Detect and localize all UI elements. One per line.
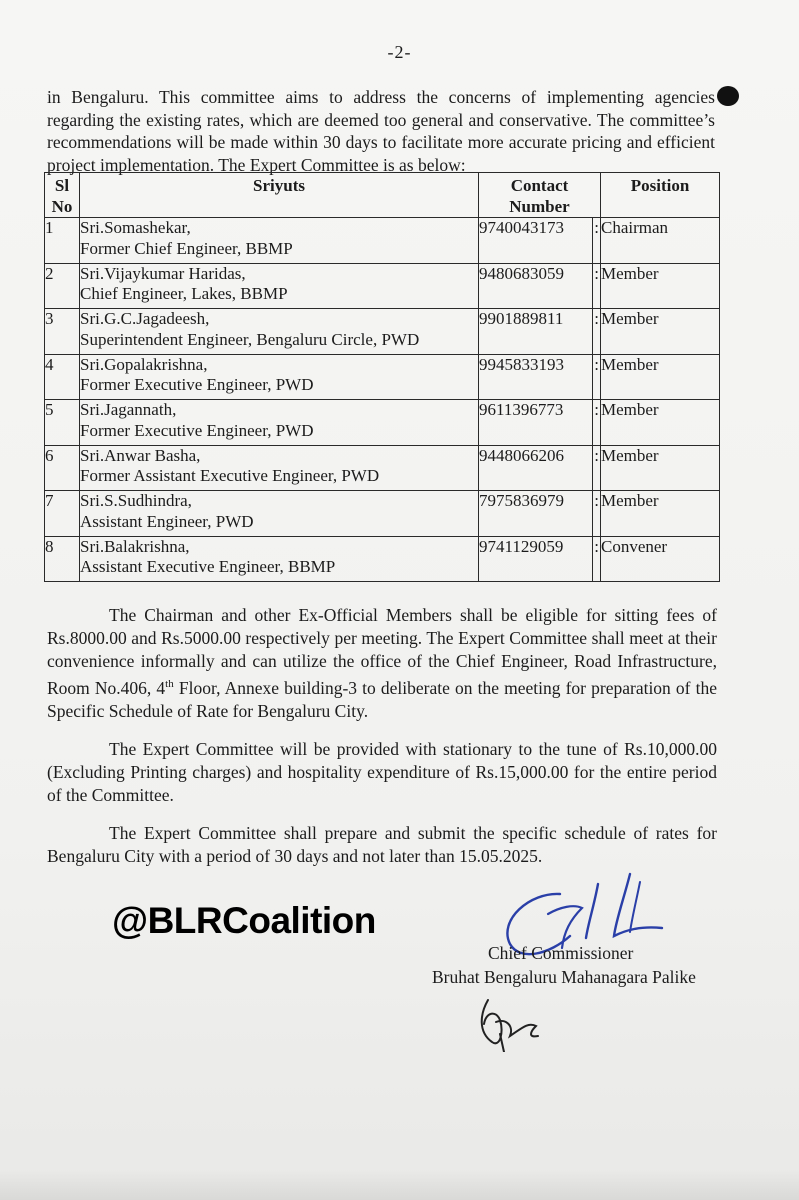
row-sl: 7 [45,491,80,537]
header-position: Position [601,173,720,218]
row-member [80,218,479,264]
member-name: Sri.Gopalakrishna, [80,354,208,374]
member-name: Sri.G.C.Jagadeesh, [80,309,210,328]
row-contact: 9448066206 [479,445,593,491]
intro-paragraph: in Bengaluru. This committee aims to address the concerns of implementing agencies regarding the existing rates, which are deemed too general and conservative. The committee’s recommendations will be made within 30 days to facilitate more accurate pricing and efficient project implementation. The Expert Committee is as below: [47,87,715,175]
sitting-fees-paragraph [47,604,717,723]
member-name: Sri.Vijaykumar Haridas, [80,263,246,283]
row-sl: 2 [45,263,80,309]
member-designation: Assistant Executive Engineer, BBMP [80,557,336,576]
table-header-row [45,173,720,218]
member-name: Sri.Anwar Basha, [80,445,201,465]
signatory-designation: Chief Commissioner [488,943,634,963]
submission-paragraph: The Expert Committee shall prepare and submit the specific schedule of rates for Bengaluru City with a period of 30 days and not later than 15.05.2025. [47,823,717,866]
row-member [80,309,479,355]
row-separator: : [593,536,601,582]
row-sl: 5 [45,400,80,446]
member-designation: Chief Engineer, Lakes, BBMP [80,284,288,303]
row-separator: : [593,400,601,446]
row-position: Member [601,309,720,355]
member-designation: Former Executive Engineer, PWD [80,420,314,440]
row-sl: 4 [45,354,80,400]
row-position: Member [601,263,720,309]
member-name: Sri.Somashekar, [80,218,191,237]
table-body [45,218,720,582]
committee-table [44,172,720,582]
row-position: Member [601,445,720,491]
member-designation: Former Chief Engineer, BBMP [80,238,293,258]
stationery-paragraph: The Expert Committee will be provided with stationary to the tune of Rs.10,000.00 (Excluding Printing charges) and hospitality expenditure of Rs.15,000.00 for the entire period of the Committee. [47,739,717,805]
table-row [45,354,720,400]
row-separator: : [593,263,601,309]
sitting-fees-text-cont: Floor, Annexe building-3 to deliberate on the meeting for preparation of the Specific Schedule of Rate for Bengaluru City. [47,677,717,721]
row-separator: : [593,354,601,400]
table-row [45,400,720,446]
header-sriyuts: Sriyuts [80,173,479,218]
header-contact-number: Contact Number [479,173,601,218]
member-designation: Assistant Engineer, PWD [80,511,254,531]
table-row [45,218,720,264]
member-name: Sri.Jagannath, [80,400,177,419]
row-member [80,491,479,537]
row-contact: 9480683059 [479,263,593,309]
row-contact: 9740043173 [479,218,593,264]
member-designation: Superintendent Engineer, Bengaluru Circle, PWD [80,329,420,349]
member-designation: Former Assistant Executive Engineer, PWD [80,466,380,485]
member-name: Sri.Balakrishna, [80,536,190,556]
signatory-organization: Bruhat Bengaluru Mahanagara Palike [432,967,696,987]
row-position: Chairman [601,218,720,264]
table-row [45,536,720,582]
row-contact: 9611396773 [479,400,593,446]
row-separator: : [593,445,601,491]
page-bottom-shadow [0,1170,799,1200]
row-position: Member [601,354,720,400]
row-contact: 7975836979 [479,491,593,537]
ordinal-superscript: th [165,678,174,690]
row-sl: 3 [45,309,80,355]
row-sl: 6 [45,445,80,491]
row-sl: 1 [45,218,80,264]
row-position: Convener [601,536,720,582]
punch-hole-dot [717,86,739,106]
table-row [45,445,720,491]
member-designation: Former Executive Engineer, PWD [80,375,314,394]
row-separator: : [593,218,601,264]
table-row [45,309,720,355]
header-sl-no: Sl No [45,173,80,218]
row-contact: 9741129059 [479,536,593,582]
sitting-fees-text: The Chairman and other Ex-Official Members shall be eligible for sitting fees of Rs.8000.00 and Rs.5000.00 respectively per meeting. The Expert Committee shall meet at their convenience informally and can utilize the office of the Chief Engineer, Road Infrastructure, Room No.406, 4 [47,605,717,698]
row-contact: 9901889811 [479,309,593,355]
row-contact: 9945833193 [479,354,593,400]
row-sl: 8 [45,536,80,582]
row-member [80,536,479,582]
page-number: -2- [387,42,412,62]
table-row [45,491,720,537]
row-separator: : [593,491,601,537]
row-position: Member [601,400,720,446]
row-member [80,400,479,446]
row-member [80,445,479,491]
member-name: Sri.S.Sudhindra, [80,491,192,510]
table-row [45,263,720,309]
row-member [80,354,479,400]
initials-signature-icon [470,992,550,1052]
row-position: Member [601,491,720,537]
row-separator: : [593,309,601,355]
watermark-handle: @BLRCoalition [112,900,376,941]
row-member [80,263,479,309]
